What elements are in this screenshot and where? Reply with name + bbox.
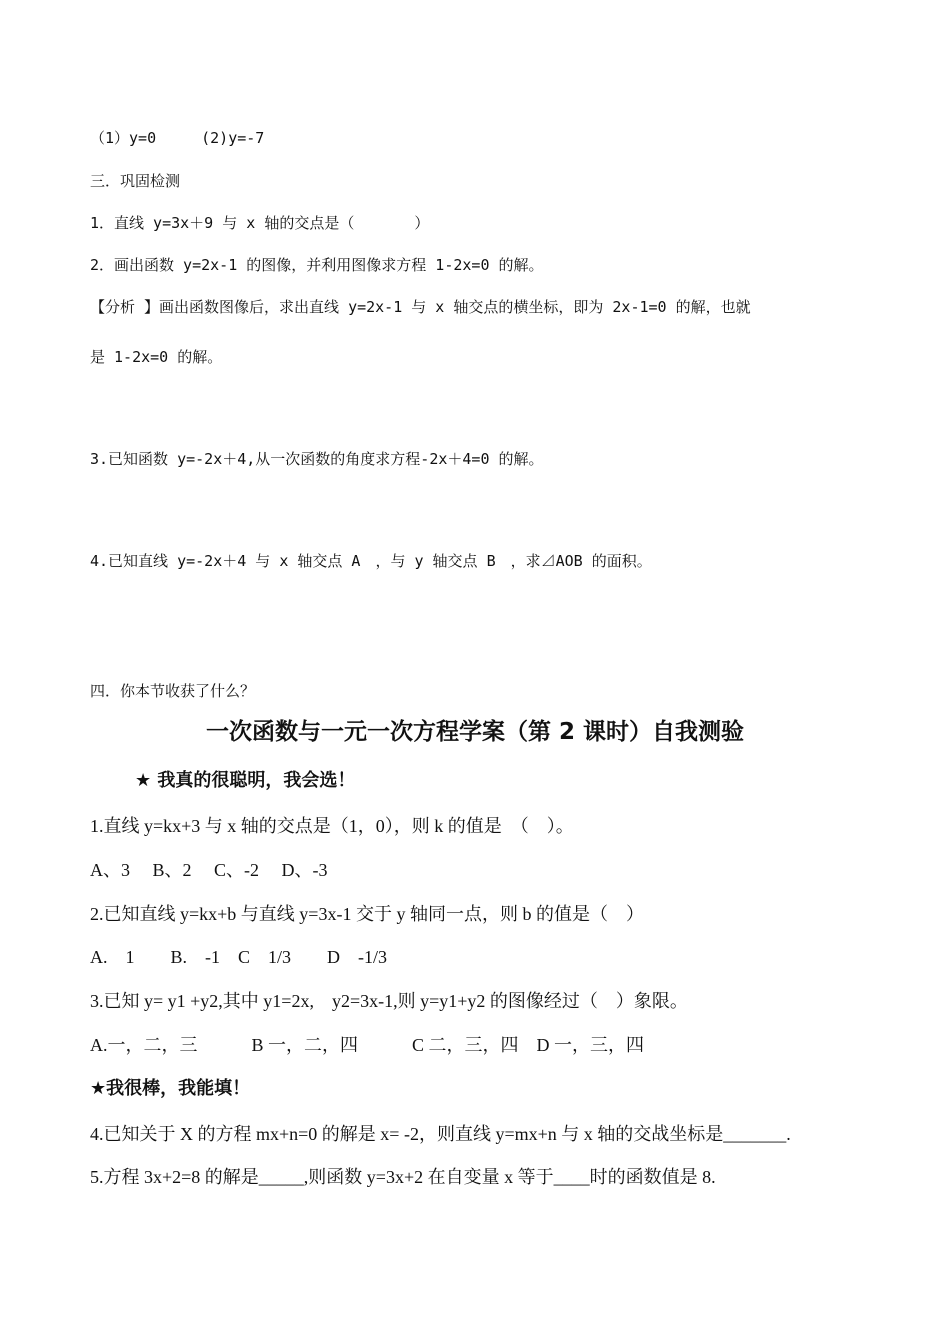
quiz-q4: 4.已知关于 X 的方程 mx+n=0 的解是 x= -2，则直线 y=mx+n 与 x 轴的交战坐标是_______.	[90, 1124, 791, 1144]
section4-heading: 四．你本节收获了什么？	[90, 682, 256, 700]
section3-q1: 1．直线 y=3x＋9 与 x 轴的交点是（ ）	[90, 214, 430, 232]
quiz-q3: 3.已知 y= y1 +y2,其中 y1=2x, y2=3x-1,则 y=y1+y2 的图像经过（ ）象限。	[90, 991, 688, 1011]
section3-q4: 4.已知直线 y=-2x＋4 与 x 轴交点 A ，与 y 轴交点 B ，求⊿AOB 的面积。	[90, 552, 652, 570]
choose-heading: ★ 我真的很聪明，我会选！	[135, 770, 356, 791]
quiz-q5: 5.方程 3x+2=8 的解是_____,则函数 y=3x+2 在自变量 x 等于____时的函数值是 8.	[90, 1167, 716, 1187]
section3-q3: 3.已知函数 y=-2x＋4,从一次函数的角度求方程-2x＋4=0 的解。	[90, 450, 544, 468]
part2-answers: （1）y=0 (2)y=-7	[90, 129, 265, 147]
quiz-q3-options: A.一，二，三 B 一，二，四 C 二，三，四 D 一，三，四	[90, 1035, 645, 1055]
analysis-line2: 是 1-2x=0 的解。	[90, 348, 223, 366]
section3-q2: 2．画出函数 y=2x-1 的图像，并利用图像求方程 1-2x=0 的解。	[90, 256, 544, 274]
quiz-title: 一次函数与一元一次方程学案（第 2 课时）自我测验	[205, 719, 745, 745]
quiz-q1: 1.直线 y=kx+3 与 x 轴的交点是（1，0），则 k 的值是 （ ）。	[90, 816, 574, 836]
fill-heading: ★我很棒，我能填！	[90, 1078, 251, 1099]
quiz-q2-options: A. 1 B. -1 C 1/3 D -1/3	[90, 947, 387, 967]
analysis-line1: 【分析 】画出函数图像后，求出直线 y=2x-1 与 x 轴交点的横坐标，即为 2x-1=0 的解，也就	[90, 298, 751, 316]
quiz-q2: 2.已知直线 y=kx+b 与直线 y=3x-1 交于 y 轴同一点，则 b 的值是（ ）	[90, 904, 644, 924]
section3-heading: 三．巩固检测	[90, 172, 181, 190]
quiz-q1-options: A、3 B、2 C、-2 D、-3	[90, 860, 328, 880]
